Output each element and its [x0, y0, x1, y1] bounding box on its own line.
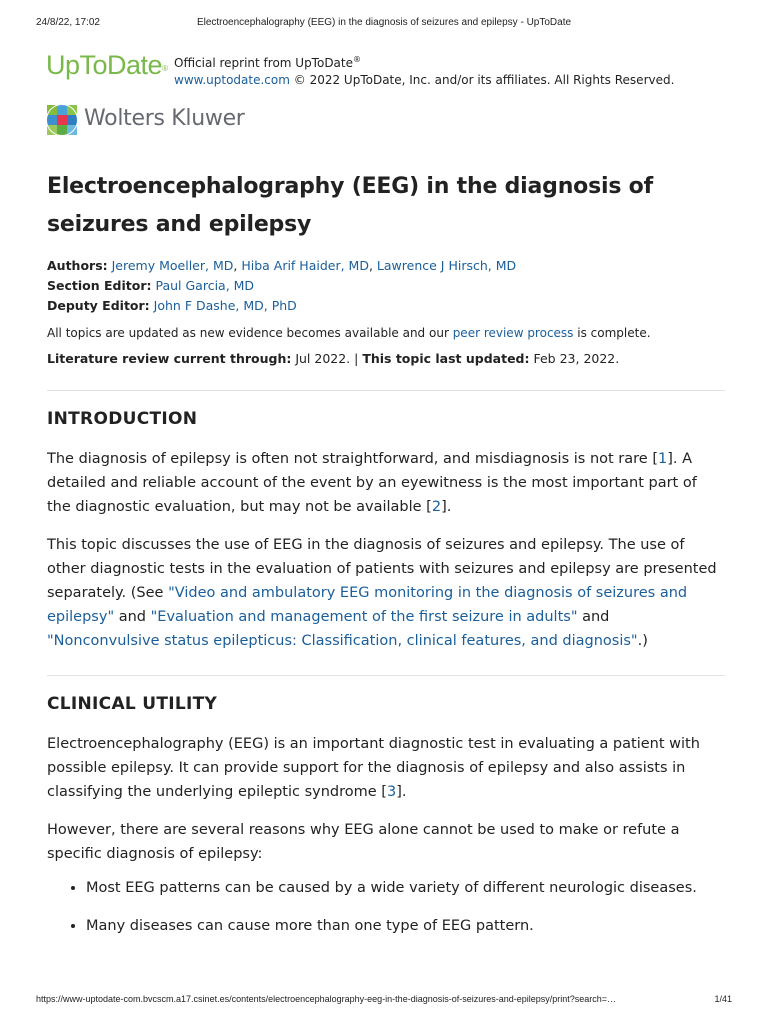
- introduction-paragraph-1: The diagnosis of epilepsy is often not straightforward, and misdiagnosis is not rare [1]. A detailed and reliable account of the event by an eyewitness is the most important part of the diagnostic evaluation, but may not be available [2].: [47, 451, 697, 515]
- print-footer: [36, 994, 732, 1008]
- clinical-utility-paragraph-2: However, there are several reasons why EEG alone cannot be used to make or refute a specific diagnosis of epilepsy:: [47, 822, 680, 862]
- introduction-paragraph-2: This topic discusses the use of EEG in the diagnosis of seizures and epilepsy. The use of other diagnostic tests in the evaluation of patients with seizures and epilepsy are presented separately. (See "Video and ambulatory EEG monitoring in the diagnosis of seizures and epilepsy" and "Evaluation and management of the first seizure in adults" and "Nonconvulsive status epilepticus: Classification, clinical features, and diagnosis".): [47, 537, 717, 649]
- section-editor-row: [47, 276, 725, 296]
- article-credits: [47, 256, 725, 316]
- print-date: 24/8/22, 17:02: [36, 17, 100, 28]
- reference-link-3[interactable]: 3: [386, 784, 397, 800]
- uptodate-logo: UpToDate®: [46, 50, 168, 80]
- copyright-text: © 2022 UpToDate, Inc. and/or its affiliates. All Rights Reserved.: [289, 73, 675, 87]
- article-title: Electroencephalography (EEG) in the diagnosis of seizures and epilepsy: [47, 174, 653, 237]
- topic-link-first-seizure[interactable]: "Evaluation and management of the first seizure in adults": [150, 609, 578, 625]
- lit-review-value: Jul 2022. |: [291, 351, 363, 366]
- deputy-editor-link[interactable]: John F Dashe, MD, PhD: [153, 298, 297, 313]
- update-notice: All topics are updated as new evidence becomes available and our peer review process is complete.: [47, 326, 651, 340]
- author-link-3[interactable]: Lawrence J Hirsch, MD: [376, 258, 517, 273]
- print-page-title: Electroencephalography (EEG) in the diagnosis of seizures and epilepsy - UpToDate: [196, 17, 572, 28]
- section-divider: [47, 675, 725, 676]
- topic-link-video-eeg[interactable]: "Video and ambulatory EEG monitoring in the diagnosis of seizures and epilepsy": [47, 585, 688, 625]
- section-editor-label: Section Editor:: [47, 278, 152, 293]
- section-divider: [47, 390, 725, 391]
- reprint-info: Official reprint from UpToDate® www.uptodate.com © 2022 UpToDate, Inc. and/or its affiliates. All Rights Reserved.: [174, 55, 675, 87]
- wolters-kluwer-logo: [46, 104, 266, 136]
- review-dates: [47, 349, 725, 369]
- author-link-2[interactable]: Hiba Arif Haider, MD: [241, 258, 369, 273]
- author-link-1[interactable]: Jeremy Moeller, MD: [111, 258, 234, 273]
- page-number: 1/41: [714, 994, 732, 1004]
- section-editor-link[interactable]: Paul Garcia, MD: [155, 278, 255, 293]
- uptodate-site-link[interactable]: www.uptodate.com: [174, 73, 290, 87]
- print-url: https://www-uptodate-com.bvcscm.a17.csinet.es/contents/electroencephalography-eeg-in-the-diagnosis-of-seizures-and-epilepsy/print?search=…: [36, 994, 617, 1004]
- deputy-editor-label: Deputy Editor:: [47, 298, 150, 313]
- publisher-name: Wolters Kluwer: [84, 106, 245, 131]
- clinical-utility-heading: CLINICAL UTILITY: [47, 694, 218, 714]
- peer-review-link[interactable]: peer review process: [452, 326, 574, 340]
- last-updated-label: This topic last updated:: [362, 351, 530, 366]
- deputy-editor-row: [47, 296, 725, 316]
- reference-link-1[interactable]: 1: [657, 451, 668, 467]
- introduction-heading: INTRODUCTION: [47, 409, 198, 429]
- article: [47, 168, 725, 952]
- authors-label: Authors:: [47, 258, 108, 273]
- authors-row: Authors: Jeremy Moeller, MD, Hiba Arif Haider, MD, Lawrence J Hirsch, MD: [47, 258, 517, 273]
- list-item: • Many diseases can cause more than one type of EEG pattern.: [86, 914, 725, 938]
- topic-link-nonconvulsive[interactable]: "Nonconvulsive status epilepticus: Classification, clinical features, and diagnosis": [47, 633, 638, 649]
- last-updated-value: Feb 23, 2022.: [529, 351, 620, 366]
- reprint-line: Official reprint from UpToDate: [174, 56, 353, 70]
- lit-review-label: Literature review current through:: [47, 351, 292, 366]
- clinical-utility-paragraph-1: Electroencephalography (EEG) is an important diagnostic test in evaluating a patient with possible epilepsy. It can provide support for the diagnosis of epilepsy and also assists in classifying the underlying epileptic syndrome [3].: [47, 736, 700, 800]
- list-item: • Most EEG patterns can be caused by a wide variety of different neurologic diseases.: [86, 876, 725, 900]
- print-header: [36, 17, 732, 31]
- brand-bar: [46, 50, 726, 90]
- wolters-kluwer-globe-icon: [46, 104, 78, 136]
- reference-link-2[interactable]: 2: [431, 499, 442, 515]
- eeg-limitations-list: [47, 876, 725, 938]
